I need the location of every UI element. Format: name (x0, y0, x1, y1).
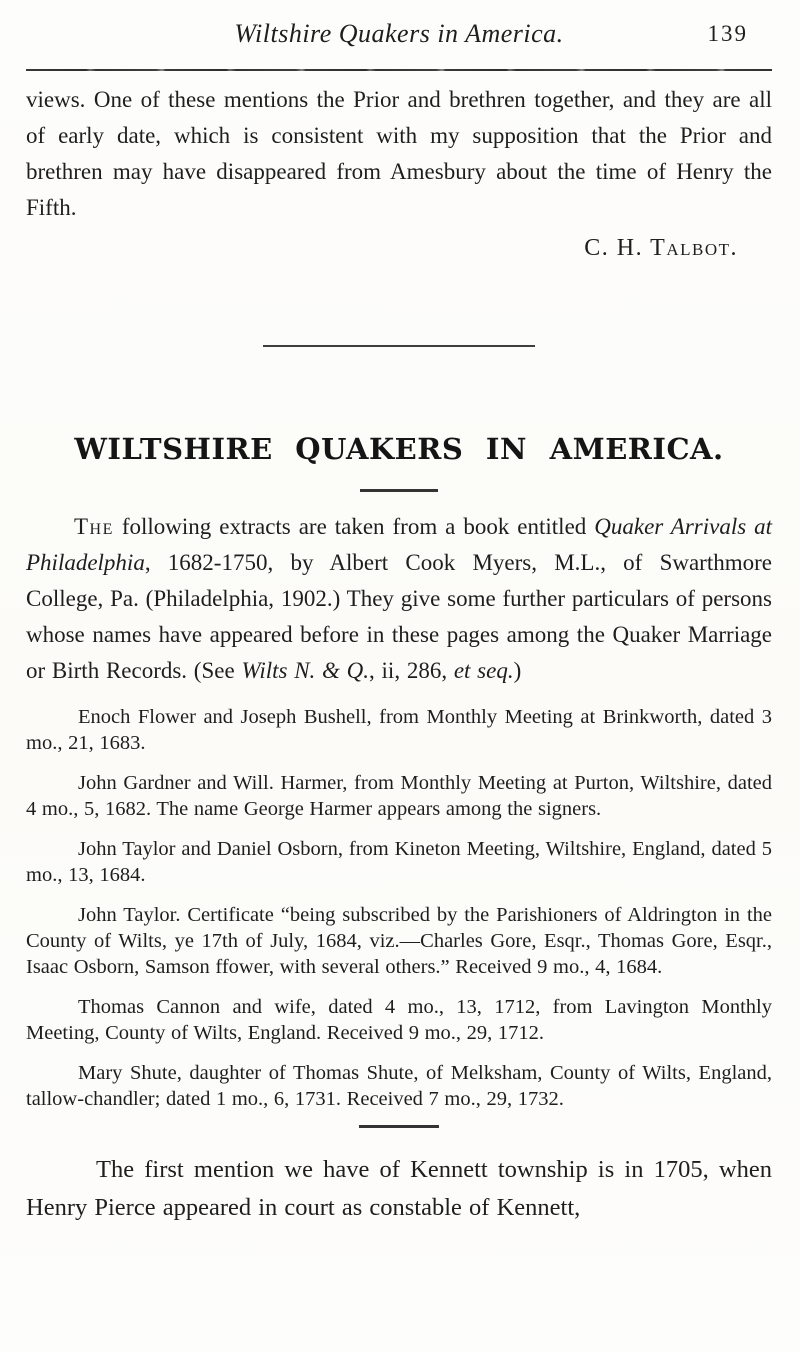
extract-paragraph: Thomas Cannon and wife, dated 4 mo., 13, 1712, from Lavington Monthly Meeting, County of Wilts, England. Received 9 mo., 29, 1712. (26, 996, 772, 1044)
running-head-title: Wiltshire Quakers in America. (234, 19, 564, 48)
footer-rule (359, 1125, 439, 1128)
lead-segment-the: The (74, 514, 114, 539)
et-seq-italic: et seq. (453, 658, 514, 683)
extract-paragraph: John Gardner and Will. Harmer, from Monthly Meeting at Purton, Wiltshire, dated 4 mo., 5, 1682. The name George Harmer appears among the signers. (26, 772, 772, 820)
header-rule (26, 69, 772, 71)
article-title: WILTSHIRE QUAKERS IN AMERICA. (74, 432, 724, 466)
page-number: 139 (707, 21, 748, 46)
author-signature (26, 233, 772, 263)
extract-paragraph: Enoch Flower and Joseph Bushell, from Monthly Meeting at Brinkworth, dated 3 mo., 21, 1683. (26, 706, 772, 754)
extract-paragraph: Mary Shute, daughter of Thomas Shute, of Melksham, County of Wilts, England, tallow-chandler; dated 1 mo., 6, 1731. Received 7 mo., 29, 1732. (26, 1062, 772, 1110)
title-rule (360, 489, 438, 492)
next-section-paragraph: The first mention we have of Kennett township is in 1705, when Henry Pierce appeared in court as constable of Kennett, (26, 1156, 772, 1221)
section-divider-rule (263, 345, 535, 347)
extract-paragraph: John Taylor and Daniel Osborn, from Kineton Meeting, Wiltshire, England, dated 5 mo., 13, 1684. (26, 838, 772, 886)
book-title-italic: Quaker Arrivals at Philadelphia (26, 514, 773, 575)
lead-segment-roman-4: ) (513, 658, 522, 683)
extract-paragraph: John Taylor. Certificate “being subscribed by the Parishioners of Aldrington in the County of Wilts, ye 17th of July, 1684, viz.—Charles Gore, Esqr., Thomas Gore, Esqr., Isaac Osborn, Samson ffower, with several others.” Received 9 mo., 4, 1684. (26, 904, 772, 978)
journal-title-italic: Wilts N. & Q. (241, 658, 370, 683)
lead-segment-roman-3: , ii, 286, (369, 658, 454, 683)
running-head (26, 15, 772, 52)
extracts-section (26, 704, 772, 1112)
author-name: C. H. Talbot. (584, 235, 738, 261)
prev-article-paragraph: views. One of these mentions the Prior and brethren together, and they are all of early date, which is consistent with my supposition that the Prior and brethren may have disappeared from Amesbury about the time of Henry the Fifth. (26, 87, 772, 220)
lead-paragraph (26, 509, 772, 689)
lead-segment-roman-1: following extracts are taken from a book entitled (113, 514, 595, 539)
lead-segment-roman-2: , 1682-1750, by Albert Cook Myers, M.L., of Swarthmore College, Pa. (Philadelphia, 1902.) They give some further particulars of persons whose names have appeared before in these pages among the Quaker Marriage or Birth Records. (See (26, 550, 772, 683)
